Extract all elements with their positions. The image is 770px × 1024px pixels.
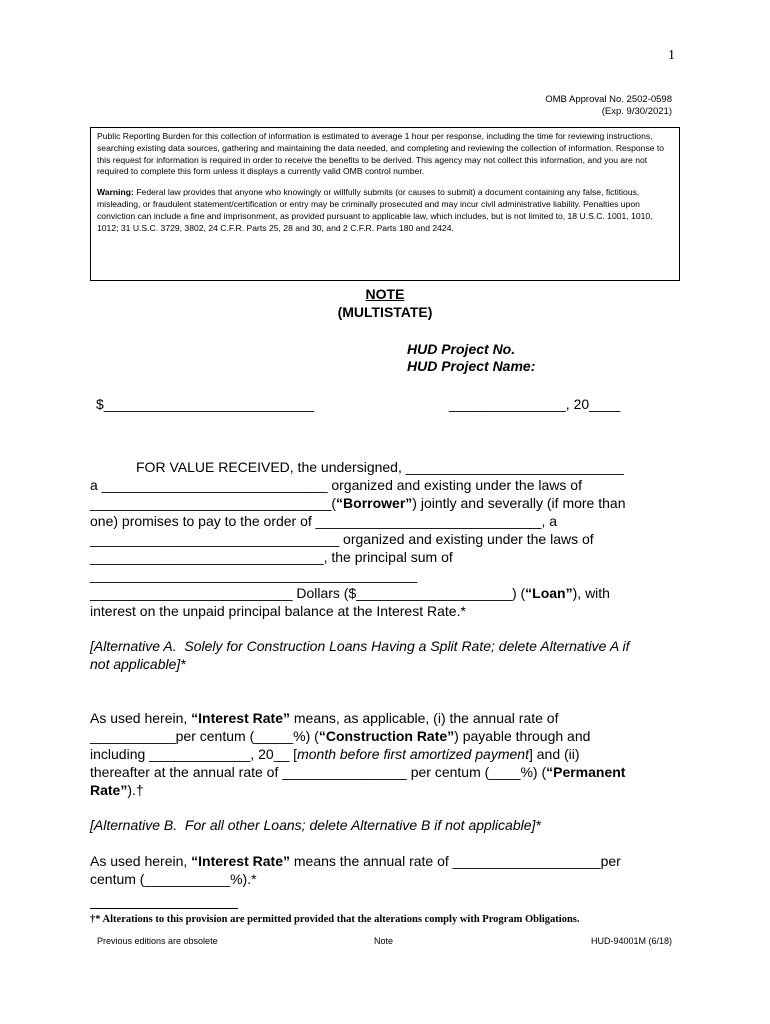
alternative-a-note: [Alternative A. Solely for Construction Loans Having a Split Rate; delete Alternative A if [90,638,630,654]
burden-paragraph: Public Reporting Burden for this collection of information is estimated to average 1 hour per response, including the time for reviewing instructions, searching existing data sources, gathering and maintaining the data needed, and completing and reviewing the collection of information. Response to this request for information is required in order to receive the benefits to be derived. This agency may not collect this information, and you are not required to complete this form unless it displays a currently valid OMB control number. [97,131,665,177]
footnote: †* Alterations to this provision are permitted provided that the alterations comply with Program Obligations. [90,914,580,925]
body-text: thereafter at the annual rate of ________________ per centum (____%) ( [90,764,547,780]
omb-approval-number: OMB Approval No. 2502-0598 [545,94,672,105]
body-text: ) payable through and [454,728,591,744]
body-text: ).† [127,782,144,798]
omb-expiration: (Exp. 9/30/2021) [601,106,672,117]
hud-project-name: HUD Project Name: [407,358,536,374]
omb-approval [545,94,672,118]
warning-paragraph [97,187,673,234]
alternative-b-note: [Alternative B. For all other Loans; delete Alternative B if not applicable]* [90,817,541,833]
footer-center: Note [374,936,394,946]
body-text: ), with [572,585,610,601]
body-line: ________________________________ organized and existing under the laws of [90,531,594,547]
date-blank: _______________ [449,396,566,412]
body-text: As used herein, [90,853,192,869]
interest-para-b-line [90,852,621,870]
body-text: means the annual rate of ___________________per [289,853,621,869]
interest-para-line [90,745,580,763]
dollar-sign: $ [96,396,104,412]
borrower-term: “Borrower” [336,495,413,511]
body-line: __________________________________________ [90,567,418,583]
warning-text: Federal law provides that anyone who knowingly or willfully submits (or causes to submit) a document containing any false, fictitious, misleading, or fraudulent statement/certification or entry may be criminally prosecuted and may incur civil administrative liability. Penalties upon conviction can include a fine and imprisonment, as provided pursuant to applicable law, which includes, but is not limited to, 18 U.S.C. 1001, 1010, 1012; 31 U.S.C. 3729, 3802, 24 C.F.R. Parts 25, 28 and 30, and 2 C.F.R. Parts 180 and 2424. [97,187,653,233]
date-year: , 20____ [565,396,621,412]
interest-para-line [90,709,558,727]
footer-form-number: HUD-94001M (6/18) [590,936,672,946]
permanent-rate-term-end: Rate” [90,782,128,798]
interest-para-line [90,763,625,781]
page-subtitle: (MULTISTATE) [337,304,433,320]
interest-rate-term: “Interest Rate” [191,710,290,726]
interest-para-line [90,727,590,745]
body-line: interest on the unpaid principal balance at the Interest Rate.* [90,603,466,619]
body-text: __________________________ Dollars ($____________________) ( [90,585,526,601]
body-text: ) jointly and severally (if more than [412,495,626,511]
burden-notice-box [90,127,680,281]
permanent-rate-term: “Permanent [546,764,626,780]
body-line: a _____________________________ organized and existing under the laws of [90,477,582,493]
body-text: means, as applicable, (i) the annual rate of [289,710,559,726]
amount-blank: ___________________________ [103,396,315,412]
amount-field [96,395,314,413]
interest-para-line [90,781,144,799]
body-line: ______________________________, the principal sum of [90,549,453,565]
body-text: ] and (ii) [528,746,580,762]
body-text: ___________per centum (_____%) ( [90,728,319,744]
body-text: As used herein, [90,710,192,726]
construction-rate-term: “Construction Rate” [318,728,455,744]
body-line [90,584,610,602]
footnote-divider [90,908,238,909]
warning-label: Warning: [97,187,134,198]
body-line [90,494,625,512]
interest-rate-term: “Interest Rate” [191,853,290,869]
loan-term: “Loan” [525,585,573,601]
date-field [449,395,620,413]
footer-left: Previous editions are obsolete [97,936,218,946]
body-line: one) promises to pay to the order of _____________________________, a [90,513,558,529]
body-line: FOR VALUE RECEIVED, the undersigned, ____________________________ [136,459,624,475]
body-text: _______________________________( [90,495,337,511]
hud-project-no: HUD Project No. [407,341,516,357]
alternative-a-note: not applicable]* [90,656,186,672]
body-text: including _____________, 20__ [ [90,746,298,762]
month-instruction: month before first amortized payment [297,746,529,762]
page-title: NOTE [365,286,405,302]
interest-para-b-line: centum (___________%).* [90,871,257,887]
page-number: 1 [668,48,675,63]
